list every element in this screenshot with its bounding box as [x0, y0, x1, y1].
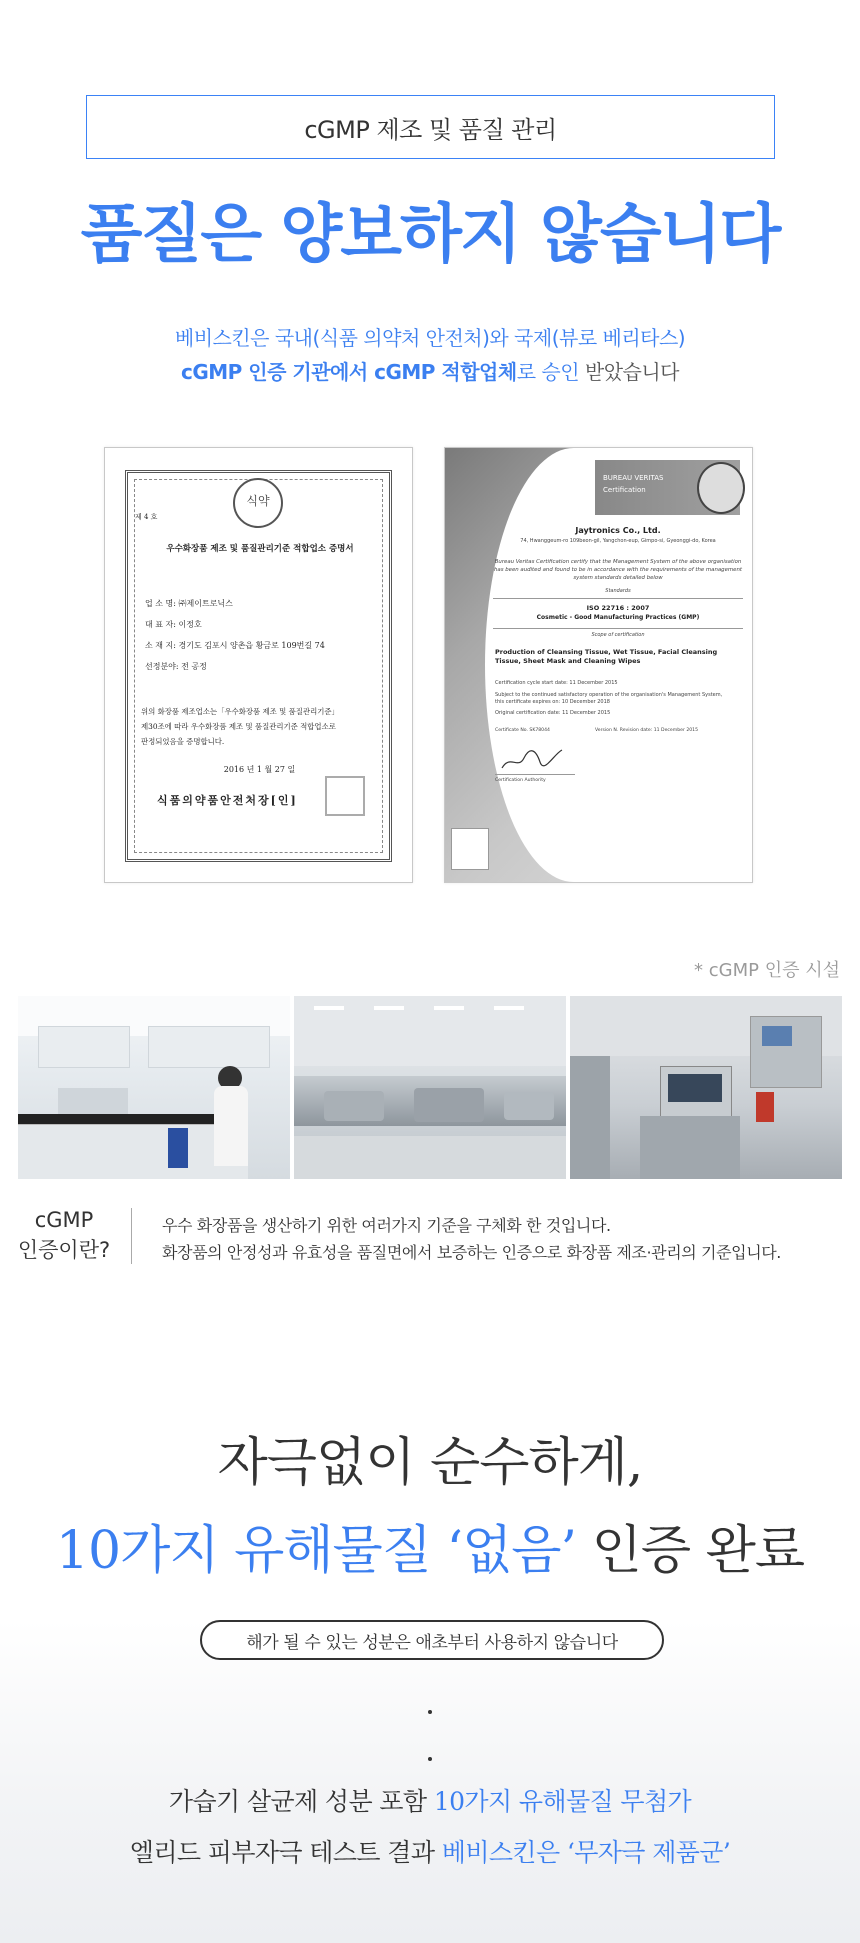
bureau-veritas-logo-icon: [697, 462, 745, 514]
claim-2-highlight: 베비스킨은 ‘무자극 제품군’: [441, 1838, 731, 1867]
tagline-rest: 인증 완료: [591, 1521, 805, 1581]
vertical-divider: [131, 1208, 132, 1264]
cert-body-line: 위의 화장품 제조업소는「우수화장품 제조 및 품질관리기준」: [141, 707, 339, 716]
production-line-photo: [294, 996, 566, 1179]
tagline-line-2: [0, 1508, 860, 1583]
certificate-bureau-veritas: [444, 447, 753, 883]
bv-standard-desc: Cosmetic - Good Manufacturing Practices (GMP): [536, 614, 700, 621]
cert-field: 업 소 명: ㈜제이트로닉스: [145, 599, 233, 608]
tagline-line-1: 자극없이 순수하게,: [217, 1433, 643, 1493]
cert-title: 우수화장품 제조 및 품질관리기준 적합업소 증명서: [166, 544, 354, 554]
certificate-kfda: [104, 447, 413, 883]
claim-1-text: 가습기 살균제 성분 포함: [168, 1787, 434, 1816]
lab-facility-photo: [18, 996, 290, 1179]
bv-cert-no: Certificate No. SK78044: [495, 728, 550, 733]
bv-scope-label: Scope of certification: [591, 632, 645, 638]
bv-company: Jaytronics Co., Ltd.: [575, 526, 661, 535]
divider-dot: [428, 1710, 432, 1714]
bv-address: 74, Hwanggeum-ro 109beon-gil, Yangchon-eup, Gimpo-si, Gyeonggi-do, Korea: [520, 538, 716, 544]
description-end: 받았습니다: [579, 360, 679, 384]
official-stamp-icon: [325, 776, 365, 816]
bv-scope: Production of Cleansing Tissue, Wet Tissue, Facial Cleansing Tissue, Sheet Mask and Cleaning Wipes: [495, 648, 718, 665]
bv-header: BUREAU VERITAS Certification: [595, 460, 740, 515]
bv-version: Version N. Revision date: 11 December 2015: [595, 728, 699, 733]
no-harmful-ingredients-pill: [200, 1620, 664, 1660]
description-line-1: 베비스킨은 국내(식품 의약처 안전처)와 국제(뷰로 베리타스): [174, 326, 686, 350]
bv-standards-label: Standards: [605, 588, 631, 594]
page-headline: 품질은 양보하지 않습니다: [80, 198, 780, 272]
description-line-2: [0, 356, 860, 385]
bv-statement: Bureau Veritas Certification certify that the Management System of the above organisation has been audited and found to be in accordance with the requirements of the management system standards detailed below: [493, 559, 743, 581]
bv-expires: Subject to the continued satisfactory operation of the organisation's Management System, this certificate expires on: 10 December 2018: [495, 692, 723, 705]
cgmp-definition: [162, 1212, 781, 1266]
divider-dot: [428, 1757, 432, 1761]
cert-date: 2016 년 1 월 27 일: [223, 765, 296, 774]
cert-field: 소 재 지: 경기도 김포시 양촌읍 황금로 109번길 74: [145, 641, 325, 650]
cgmp-question-line-2: 인증이란?: [17, 1238, 111, 1262]
cert-number: 제 4 호: [135, 513, 158, 521]
section-label-box: [86, 95, 775, 159]
claim-line-2: [0, 1833, 860, 1869]
cgmp-question-line-1: cGMP: [34, 1208, 94, 1232]
cgmp-definition-line-1: 우수 화장품을 생산하기 위한 여러가지 기준을 구체화 한 것입니다.: [162, 1216, 611, 1235]
cert-issuer: 식품의약품안전처장[인]: [157, 794, 298, 807]
packaging-machine-photo: [570, 996, 842, 1179]
cert-field: 선정분야: 전 공정: [145, 662, 207, 671]
bv-standard: ISO 22716 : 2007: [586, 604, 650, 612]
claim-line-1: [0, 1782, 860, 1818]
facility-note: * cGMP 인증 시설: [694, 960, 840, 981]
description-bold: cGMP 인증 기관에서 cGMP 적합업체: [180, 360, 517, 384]
cert-field: 대 표 자: 이정호: [145, 620, 202, 629]
tagline-highlight: 10가지 유해물질 ‘없음’: [55, 1521, 577, 1581]
cgmp-question: [14, 1205, 114, 1265]
claim-1-highlight: 10가지 유해물질 무첨가: [433, 1787, 692, 1816]
signature-icon: [500, 744, 570, 774]
cert-body-line: 판정되었음을 증명합니다.: [141, 737, 225, 746]
cgmp-definition-line-2: 화장품의 안정성과 유효성을 품질면에서 보증하는 인증으로 화장품 제조·관리의 기준입니다.: [162, 1243, 781, 1262]
section-label: cGMP 제조 및 품질 관리: [304, 115, 557, 144]
bv-cycle: Certification cycle start date: 11 December 2015: [495, 680, 618, 686]
government-seal-icon: 식약: [233, 478, 283, 528]
bv-original: Original certification date: 11 December 2015: [495, 710, 611, 716]
claim-2-text: 엘리드 피부자극 테스트 결과: [129, 1838, 442, 1867]
pill-text: 해가 될 수 있는 성분은 애초부터 사용하지 않습니다: [246, 1632, 618, 1653]
bv-authority: Certification Authority: [495, 778, 546, 783]
cert-body-line: 제30조에 따라 우수화장품 제조 및 품질관리기준 적합업소로: [141, 722, 336, 731]
description-mid: 로 승인: [516, 360, 580, 384]
qr-code-icon: [451, 828, 489, 870]
